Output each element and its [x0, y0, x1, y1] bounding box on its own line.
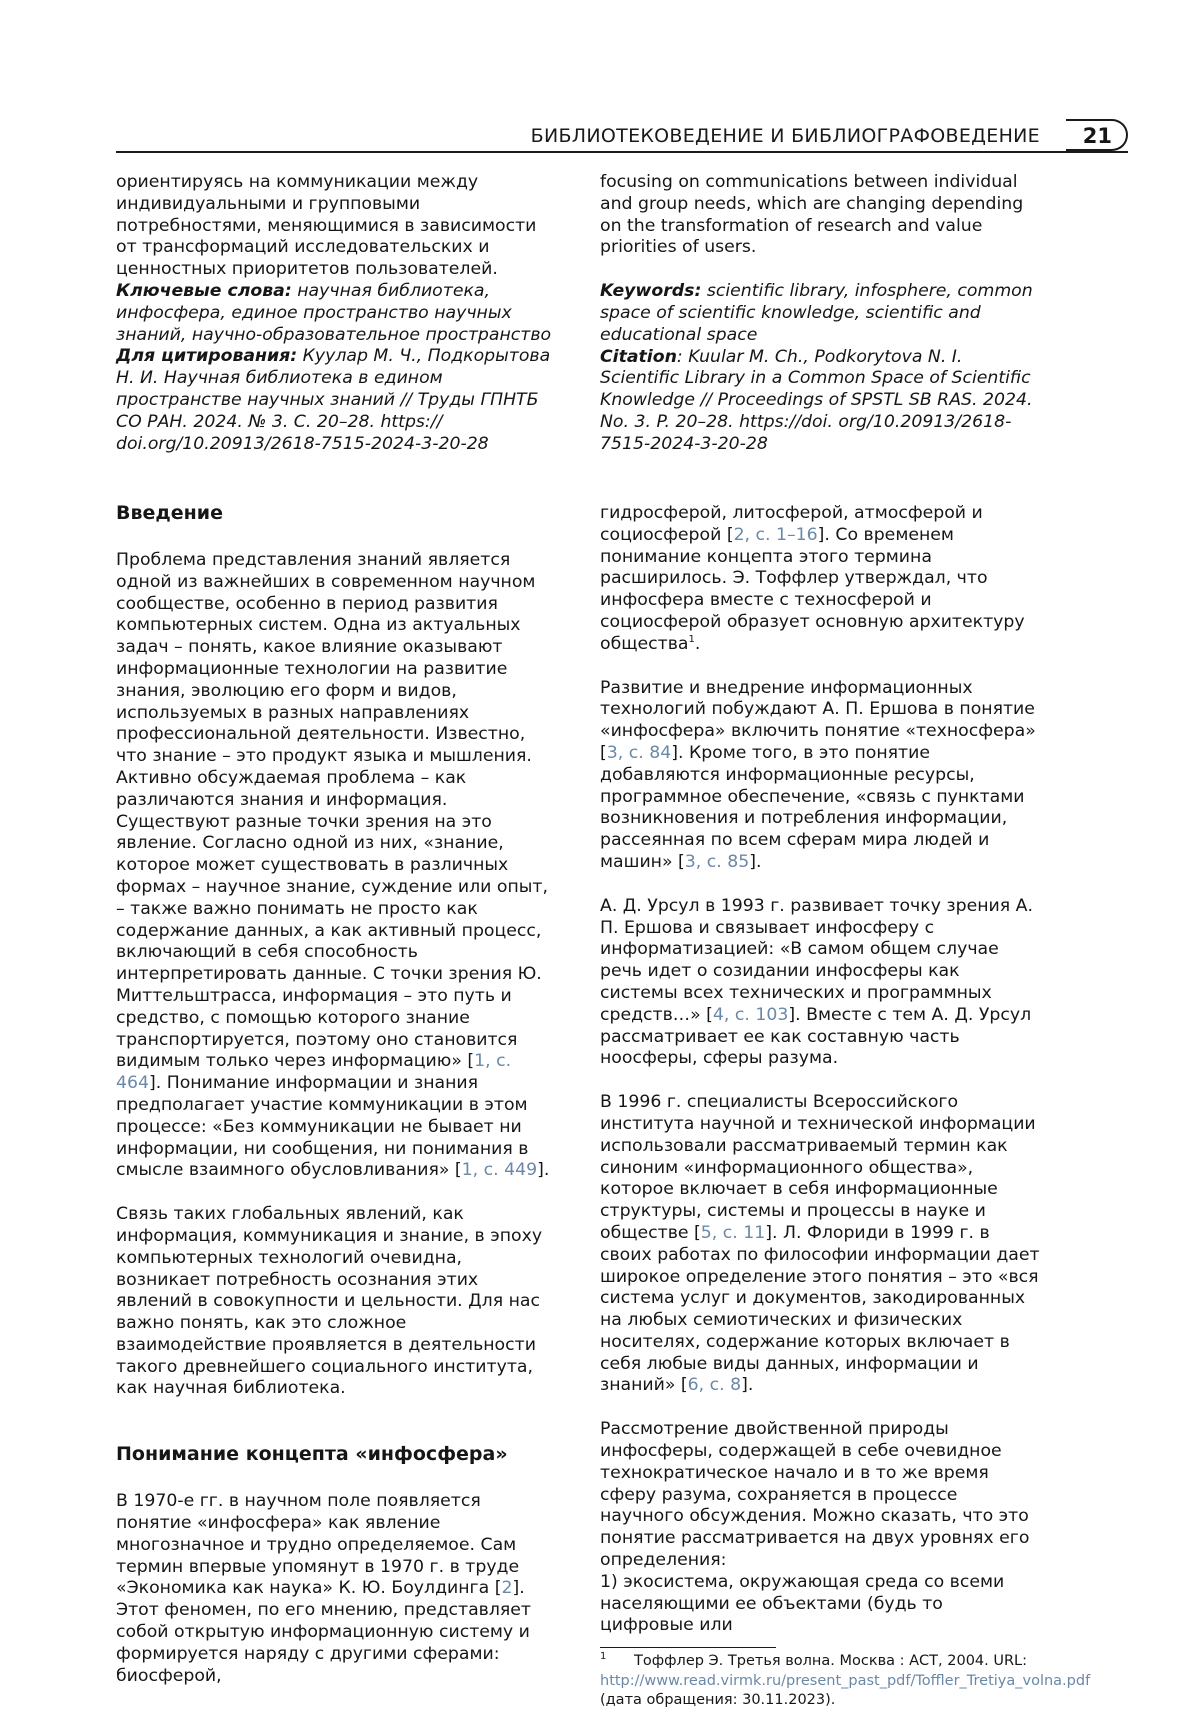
body-paragraph-2 [600, 678, 1040, 874]
citation-ru [116, 346, 556, 455]
footnote-marker[interactable]: 1 [688, 634, 694, 645]
footnote-text-a: Тоффлер Э. Третья волна. Москва : АСТ, 2004. URL: [634, 1653, 1027, 1669]
abstract-en-text: focusing on communications between individual and group needs, which are changing depending on the transformation of research and value priorities of users. [600, 172, 1040, 259]
citation-ru-text: Куулар М. Ч., Подкорытова Н. И. Научная библиотека в едином пространстве научных знаний // Труды ГПНТБ СО РАН. 2024. № 3. С. 20–28. https:// doi.org/10.20913/2618-7515-2024-3-20-28 [116, 346, 550, 453]
section-heading-introduction: Введение [116, 501, 556, 525]
footnote-rule [600, 1647, 776, 1648]
intro-p1-text-a: Проблема представления знаний является одной из важнейших в современном научном сообществе, особенно в период развития компьютерных систем. Одна из актуальных задач – понять, какое влияние оказывают информационные технологии на развитие знания, эволюцию его форм и видов, используемых в разных направлениях профессиональной деятельности. Известно, что знание – это продукт языка и мышления. Активно обсуждаемая проблема – как различаются знания и информация. Существуют разные точки зрения на это явление. Согласно одной из них, «знание, которое может существовать в различных формах – научное знание, суждение или опыт, – также важно понимать не просто как содержание данных, а как активный процесс, включающий в себя способность интерпретировать данные. С точки зрения Ю. Миттельштрасса, информация – это путь и средство, с помощью которого знание транспортируется, поэтому оно становится видимым только через информацию» [ [116, 550, 548, 1071]
intro-paragraph-2: Связь таких глобальных явлений, как информация, коммуникация и знание, в эпоху компьютерных технологий очевидна, возникает потребность осознания этих явлений в совокупности и цельности. Для нас важно понять, как это сложное взаимодействие проявляется в деятельности такого древнейшего социального института, как научная библиотека. [116, 1204, 556, 1400]
citation-ru-label: Для цитирования: [116, 346, 297, 366]
body-p1-text-a: гидросферой, литосферой, атмосферой и социосферой [ [600, 503, 983, 545]
right-body [600, 503, 1040, 1711]
keywords-en [600, 281, 1040, 346]
body-p4-text-c: ]. [741, 1375, 753, 1395]
citation-en-label: Citation [600, 347, 677, 367]
body-p2-text-b: ]. Кроме того, в это понятие добавляются информационные ресурсы, программное обеспечение, «связь с пунктами возникновения и потребления информации, рассеянная по всем сферам мира людей и машин» [ [600, 743, 1025, 872]
intro-p1-text-b: ]. Понимание информации и знания предполагает участие коммуникации в этом процессе: «Без коммуникации не бывает ни информации, ни сообщения, ни понимания в смысле взаимного обусловливания» [ [116, 1073, 529, 1180]
body-p3-text-b: ]. Вместе с тем А. Д. Урсул рассматривает ее как составную часть ноосферы, сферы разума. [600, 1005, 1031, 1069]
footnote-url-link[interactable]: http://www.read.virmk.ru/present_past_pdf/Toffler_Tretiya_volna.pdf [600, 1673, 1090, 1689]
section-heading-infosphere: Понимание концепта «инфосфера» [116, 1442, 556, 1466]
body-paragraph-5: Рассмотрение двойственной природы инфосферы, содержащей в себе очевидное технократическое начало и в то же время сферу разума, сохраняется в процессе научного обсуждения. Можно сказать, что это понятие рассматривается на двух уровнях его определения: [600, 1419, 1040, 1572]
body-paragraph-3 [600, 896, 1040, 1070]
body-p2-text-c: ]. [749, 852, 761, 872]
page-number-tab [1066, 119, 1128, 151]
keywords-ru-label: Ключевые слова: [116, 281, 292, 301]
footnote [600, 1652, 1040, 1711]
keywords-en-text: scientific library, infosphere, common space of scientific knowledge, scientific and educational space [600, 281, 1033, 345]
ref-link[interactable]: 4, с. 103 [713, 1005, 788, 1025]
journal-section-title: БИБЛИОТЕКОВЕДЕНИЕ И БИБЛИОГРАФОВЕДЕНИЕ [531, 125, 1040, 147]
intro-paragraph-1 [116, 550, 556, 1182]
citation-en [600, 347, 1040, 456]
intro-p1-text-c: ]. [537, 1160, 549, 1180]
body-p1-text-b: ]. Со временем понимание концепта этого термина расширилось. Э. Тоффлер утверждал, что инфосфера вместе с техносферой и социосферой образует основную архитектуру общества [600, 525, 1025, 654]
body-p4-text-a: В 1996 г. специалисты Всероссийского института научной и технической информации использовали рассматриваемый термин как синоним «информационного общества», которое включает в себя информационные структуры, системы и процессы в науке и обществе [ [600, 1092, 1036, 1243]
body-p4-text-b: ]. Л. Флориди в 1999 г. в своих работах по философии информации дает широкое определение этого понятия – это «вся система услуг и документов, закодированных на любых семиотических и физических носителях, содержание которых включает в себя любые виды данных, информации и знаний» [ [600, 1223, 1040, 1396]
ref-link[interactable]: 6, с. 8 [688, 1375, 741, 1395]
left-body [116, 501, 556, 1687]
citation-en-text: : Kuular M. Ch., Podkorytova N. I. Scientific Library in a Common Space of Scientific Knowledge // Proceedings of SPSTL SB RAS. 2024. No. 3. P. 20–28. https://doi. org/10.20913/2618-7515-2024-3-20-28 [600, 347, 1032, 454]
header-rule [116, 151, 1128, 153]
body-paragraph-4 [600, 1092, 1040, 1397]
infosphere-paragraph-1 [116, 1491, 556, 1687]
body-paragraph-1 [600, 503, 1040, 656]
ref-link[interactable]: 1, с. 449 [462, 1160, 537, 1180]
abstract-ru [116, 172, 556, 455]
footnote-text-b: (дата обращения: 30.11.2023). [600, 1692, 835, 1708]
page-number: 21 [1083, 124, 1112, 148]
abstract-ru-text: ориентируясь на коммуникации между индивидуальными и групповыми потребностями, меняющимися в зависимости от трансформаций исследовательских и ценностных приоритетов пользователей. [116, 172, 556, 281]
ref-link[interactable]: 2 [501, 1578, 512, 1598]
body-p2-text-a: Развитие и внедрение информационных технологий побуждают А. П. Ершова в понятие «инфосфера» включить понятие «техносфера» [ [600, 678, 1036, 763]
ref-link[interactable]: 1, с. 464 [116, 1051, 511, 1093]
ref-link[interactable]: 3, с. 84 [607, 743, 671, 763]
ref-link[interactable]: 2, с. 1–16 [734, 525, 818, 545]
infosphere-p1-text-a: В 1970-е гг. в научном поле появляется понятие «инфосфера» как явление многозначное и трудно определяемое. Сам термин впервые упомянут в 1970 г. в труде «Экономика как наука» К. Ю. Боулдинга [ [116, 1491, 519, 1598]
keywords-ru-text: научная библиотека, инфосфера, единое пространство научных знаний, научно-образовательное пространство [116, 281, 551, 345]
footnote-number: 1 [600, 1651, 606, 1662]
infosphere-p1-text-b: ]. Этот феномен, по его мнению, представляет собой открытую информационную систему и формируется наряду с другими сферами: биосферой, [116, 1578, 531, 1685]
ref-link[interactable]: 3, с. 85 [685, 852, 749, 872]
keywords-ru [116, 281, 556, 346]
body-p1-text-c: . [695, 634, 701, 654]
running-header [116, 119, 1128, 153]
body-p3-text-a: А. Д. Урсул в 1993 г. развивает точку зрения А. П. Ершова и связывает инфосферу с информатизацией: «В самом общем случае речь идет о созидании инфосферы как системы всех технических и программных средств…» [ [600, 896, 1033, 1025]
abstract-en [600, 172, 1040, 456]
ref-link[interactable]: 5, с. 11 [701, 1223, 765, 1243]
body-paragraph-6: 1) экосистема, окружающая среда со всеми населяющими ее объектами (будь то цифровые или [600, 1572, 1040, 1637]
keywords-en-label: Keywords: [600, 281, 701, 301]
